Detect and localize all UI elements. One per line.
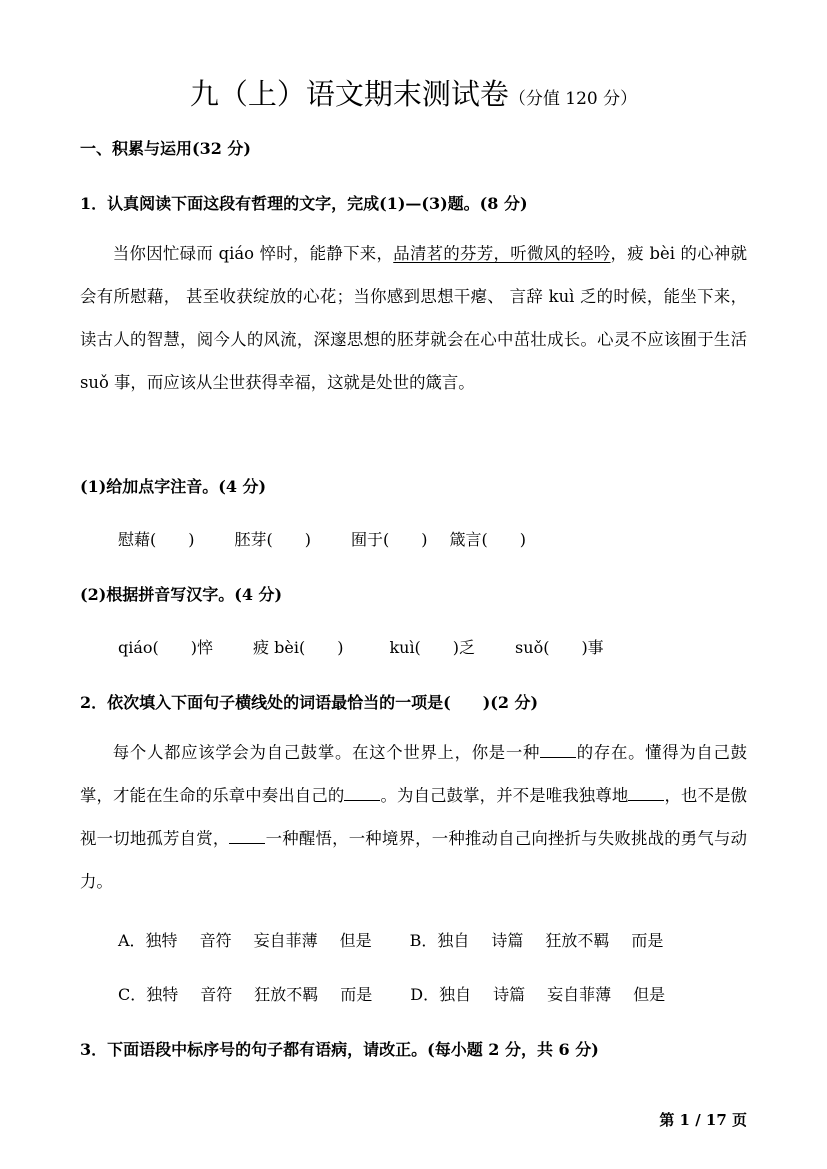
answer-blank: [628, 786, 664, 801]
blank-item: 疲 bèi( ): [253, 638, 344, 657]
question-2-passage: 每个人都应该学会为自己鼓掌。在这个世界上，你是一种 的存在。懂得为自己鼓掌，才能在生命的乐章中奏出自己的 。为自己鼓掌，并不是唯我独尊地 ，也不是傲视一切地孤芳自赏， 一种醒悟，一种境界，一种推动自己向挫折与失败挑战的勇气与动力。: [80, 743, 748, 891]
option-d: D．独自 诗篇 妄自菲薄 但是: [410, 985, 666, 1004]
question-1-passage: 当你因忙碌而 qiáo 悴时，能静下来，品清茗的芬芳，听微风的轻吟，疲 bèi 的心神就会有所慰藉， 甚至收获绽放的心花；当你感到思想干瘪、 言辞 kuì 乏的时候，能坐下来，读古人的智慧，阅今人的风流，深邃思想的胚芽就会在心中茁壮成长。心灵不应该囿于生活 suǒ 事，而应该从尘世获得幸福，这就是处世的箴言。: [80, 244, 748, 392]
blank-item: suǒ( )事: [515, 638, 604, 657]
underlined-phrase: 品清茗的芬芳，听微风的轻吟: [393, 244, 611, 263]
option-a: A．独特 音符 妄自菲薄 但是: [118, 931, 372, 950]
question-3-heading: 3．下面语段中标序号的句子都有语病，请改正。(每小题 2 分，共 6 分): [80, 1040, 599, 1059]
blank-item: qiáo( )悴: [118, 638, 214, 657]
page-number: 第 1 / 17 页: [659, 1111, 747, 1129]
answer-blank: [229, 829, 265, 844]
blank-item: 慰藉( ): [118, 530, 195, 549]
blank-item: 胚芽( ): [234, 530, 311, 549]
question-2-heading: 2．依次填入下面句子横线处的词语最恰当的一项是( )(2 分): [80, 693, 539, 712]
answer-blank: [344, 786, 380, 801]
sub-question-2-heading: (2)根据拼音写汉字。(4 分): [80, 585, 283, 604]
option-c: C．独特 音符 狂放不羁 而是: [118, 985, 373, 1004]
title-main: 九（上）语文期末测试卷: [189, 77, 509, 111]
sub-question-2-items: [118, 635, 604, 658]
sub-question-1-items: [118, 527, 526, 550]
page-title: [0, 72, 827, 113]
option-row-cd: [118, 982, 665, 1005]
option-row-ab: [118, 928, 663, 951]
answer-blank: [540, 743, 576, 758]
sub-question-1-heading: (1)给加点字注音。(4 分): [80, 477, 267, 496]
blank-item: 囿于( ): [351, 530, 428, 549]
blank-item: kuì( )乏: [389, 638, 476, 657]
section-heading: 一、积累与运用(32 分): [80, 139, 251, 158]
blank-item: 箴言( ): [449, 530, 526, 549]
title-score: （分值 120 分）: [508, 89, 638, 109]
option-b: B．独自 诗篇 狂放不羁 而是: [409, 931, 664, 950]
question-1-heading: 1．认真阅读下面这段有哲理的文字，完成(1)—(3)题。(8 分): [80, 194, 528, 213]
